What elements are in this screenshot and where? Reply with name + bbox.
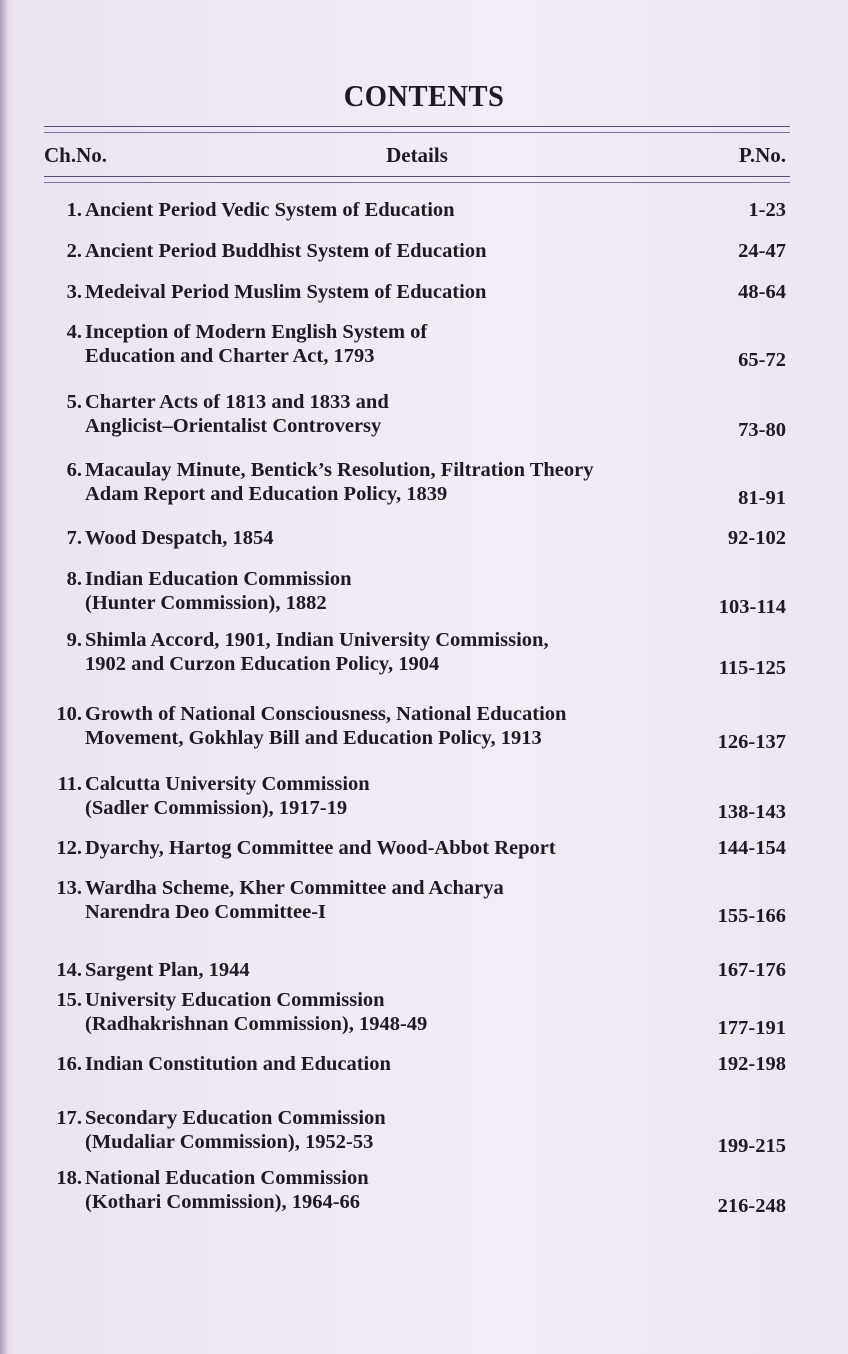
header-page-number: P.No. xyxy=(738,143,786,167)
page-range: 126-137 xyxy=(717,731,786,753)
chapter-number: 6. xyxy=(66,459,82,481)
chapter-number: 1. xyxy=(66,199,82,221)
page-range: 1-23 xyxy=(748,199,786,221)
chapter-title-line: National Education Commission xyxy=(85,1167,369,1189)
page-range: 167-176 xyxy=(717,959,786,981)
page-range: 24-47 xyxy=(738,240,786,262)
page-range: 144-154 xyxy=(717,837,786,859)
chapter-title-line: University Education Commission xyxy=(85,989,385,1011)
chapter-title xyxy=(85,1106,705,1154)
chapter-title-line: Wardha Scheme, Kher Committee and Acharya xyxy=(85,877,504,899)
chapter-title xyxy=(85,526,705,550)
chapter-title-line: Ancient Period Vedic System of Education xyxy=(85,199,455,221)
chapter-title xyxy=(85,458,705,506)
page-range: 73-80 xyxy=(738,419,786,441)
chapter-title-line: Macaulay Minute, Bentick’s Resolution, Filtration Theory xyxy=(85,459,594,481)
chapter-title-line: Inception of Modern English System of xyxy=(85,321,428,343)
chapter-title-line: (Hunter Commission), 1882 xyxy=(85,592,327,614)
chapter-title xyxy=(85,628,705,676)
chapter-title-line: Sargent Plan, 1944 xyxy=(85,959,250,981)
page-range: 177-191 xyxy=(717,1017,786,1039)
chapter-title-line: (Sadler Commission), 1917-19 xyxy=(85,797,348,819)
page-range: 155-166 xyxy=(717,905,786,927)
page-range: 192-198 xyxy=(717,1053,786,1075)
chapter-title xyxy=(85,772,705,820)
chapter-title-line: (Kothari Commission), 1964-66 xyxy=(85,1191,361,1213)
chapter-title-line: (Radhakrishnan Commission), 1948-49 xyxy=(85,1013,428,1035)
page-range: 103-114 xyxy=(718,596,786,618)
chapter-title-line: Adam Report and Education Policy, 1839 xyxy=(85,483,448,505)
chapter-title-line: Shimla Accord, 1901, Indian University Commission, xyxy=(85,629,549,651)
chapter-title xyxy=(85,1052,705,1076)
chapter-number: 7. xyxy=(66,527,82,549)
chapter-title xyxy=(85,958,705,982)
chapter-title xyxy=(85,988,705,1036)
title-divider xyxy=(44,126,790,133)
chapter-title xyxy=(85,567,705,615)
chapter-number: 15. xyxy=(56,989,82,1011)
chapter-title xyxy=(85,198,705,222)
page-range: 48-64 xyxy=(738,281,786,303)
chapter-title xyxy=(85,876,705,924)
chapter-title-line: Ancient Period Buddhist System of Education xyxy=(85,240,487,262)
chapter-number: 13. xyxy=(56,877,82,899)
chapter-number: 18. xyxy=(56,1167,82,1189)
page-title: CONTENTS xyxy=(343,78,505,113)
chapter-number: 11. xyxy=(57,773,82,795)
chapter-title-line: Anglicist–Orientalist Controversy xyxy=(85,415,382,437)
chapter-title-line: (Mudaliar Commission), 1952-53 xyxy=(85,1131,374,1153)
chapter-number: 12. xyxy=(56,837,82,859)
chapter-number: 16. xyxy=(56,1053,82,1075)
chapter-title xyxy=(85,239,705,263)
chapter-title xyxy=(85,320,705,368)
chapter-title-line: Indian Education Commission xyxy=(85,568,352,590)
page-range: 115-125 xyxy=(718,657,786,679)
chapter-title-line: Education and Charter Act, 1793 xyxy=(85,345,375,367)
chapter-title xyxy=(85,390,705,438)
chapter-title xyxy=(85,836,705,860)
chapter-number: 14. xyxy=(56,959,82,981)
chapter-title-line: Growth of National Consciousness, National Education xyxy=(85,703,567,725)
chapter-title-line: Wood Despatch, 1854 xyxy=(85,527,274,549)
header-details: Details xyxy=(386,143,448,167)
chapter-number: 17. xyxy=(56,1107,82,1129)
chapter-title-line: Dyarchy, Hartog Committee and Wood-Abbot Report xyxy=(85,837,556,859)
chapter-title-line: Medeival Period Muslim System of Education xyxy=(85,281,487,303)
chapter-title-line: 1902 and Curzon Education Policy, 1904 xyxy=(85,653,440,675)
chapter-title xyxy=(85,1166,705,1214)
table-header xyxy=(44,143,790,169)
chapter-number: 5. xyxy=(66,391,82,413)
chapter-title-line: Movement, Gokhlay Bill and Education Policy, 1913 xyxy=(85,727,542,749)
chapter-title-line: Secondary Education Commission xyxy=(85,1107,386,1129)
page-range: 138-143 xyxy=(717,801,786,823)
chapter-number: 3. xyxy=(66,281,82,303)
header-chapter-number: Ch.No. xyxy=(44,143,108,167)
page-range: 199-215 xyxy=(717,1135,786,1157)
chapter-number: 2. xyxy=(66,240,82,262)
chapter-title-line: Indian Constitution and Education xyxy=(85,1053,391,1075)
chapter-number: 8. xyxy=(66,568,82,590)
chapter-title xyxy=(85,280,705,304)
chapter-title xyxy=(85,702,705,750)
chapter-title-line: Calcutta University Commission xyxy=(85,773,370,795)
page-range: 92-102 xyxy=(727,527,786,549)
chapter-number: 9. xyxy=(66,629,82,651)
page-spine-shadow xyxy=(0,0,8,1354)
page-range: 216-248 xyxy=(717,1195,786,1217)
chapter-number: 10. xyxy=(56,703,82,725)
page-range: 65-72 xyxy=(738,349,786,371)
chapter-title-line: Charter Acts of 1813 and 1833 and xyxy=(85,391,389,413)
chapter-title-line: Narendra Deo Committee-I xyxy=(85,901,326,923)
chapter-number: 4. xyxy=(66,321,82,343)
page-range: 81-91 xyxy=(738,487,786,509)
header-divider xyxy=(44,176,790,183)
